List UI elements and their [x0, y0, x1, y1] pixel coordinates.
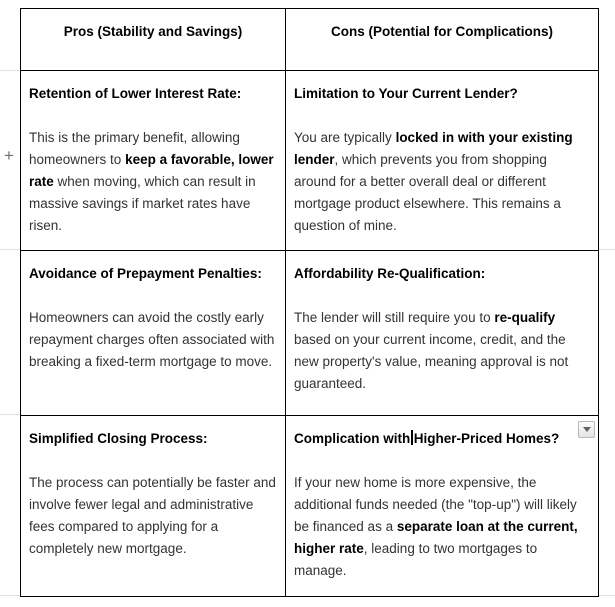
cell-con-requalification[interactable]: [286, 251, 599, 416]
cell-heading: Affordability Re-Qualification:: [294, 266, 486, 281]
cell-body: If your new home is more expensive, the additional funds needed (the "top-up") will likely be financed as a separate loan at the current, higher rate, leading to two mortgages to manage.: [294, 475, 578, 578]
cell-pro-prepayment[interactable]: [21, 251, 286, 416]
cell-body: Homeowners can avoid the costly early repayment charges often associated with breaking a fixed-term mortgage to move.: [29, 310, 275, 369]
cell-pro-interest-rate[interactable]: [21, 71, 286, 251]
cell-dropdown-button[interactable]: [578, 421, 595, 438]
cell-heading: Limitation to Your Current Lender?: [294, 86, 518, 101]
row-boundary-guide: [0, 595, 20, 596]
header-cell-cons[interactable]: [286, 9, 599, 71]
blank-line: [29, 285, 277, 307]
table-header-row: [21, 9, 599, 71]
cell-heading: Complication with Higher-Priced Homes?: [294, 431, 560, 446]
row-boundary-guide: [0, 70, 20, 71]
cell-con-current-lender[interactable]: [286, 71, 599, 251]
plus-icon: +: [4, 146, 14, 165]
blank-line: [294, 285, 590, 307]
dropdown-arrow-icon: [583, 427, 591, 432]
row-boundary-guide: [0, 249, 20, 250]
pros-cons-table: [20, 8, 599, 597]
header-cell-pros[interactable]: [21, 9, 286, 71]
text-cursor: [411, 430, 413, 445]
cons-header-label: Cons (Potential for Complications): [330, 24, 553, 39]
cell-con-higher-priced-homes[interactable]: [286, 416, 599, 597]
blank-line: [29, 105, 277, 127]
blank-line: [294, 450, 590, 472]
cell-heading: Retention of Lower Interest Rate:: [29, 86, 242, 101]
cell-body: The lender will still require you to re-qualify based on your current income, credit, and the new property's value, meaning approval is not guaranteed.: [294, 310, 569, 391]
blank-line: [294, 105, 590, 127]
table-row: [21, 71, 599, 251]
table-row: [21, 416, 599, 597]
row-boundary-guide: [0, 414, 20, 415]
cell-heading: Simplified Closing Process:: [29, 431, 208, 446]
cell-body: You are typically locked in with your existing lender, which prevents you from shopping around for a better overall deal or different mortgage product elsewhere. This remains a question of mine.: [294, 130, 573, 233]
pros-header-label: Pros (Stability and Savings): [63, 24, 243, 39]
cell-body: The process can potentially be faster and involve fewer legal and administrative fees compared to applying for a completely new mortgage.: [29, 475, 276, 556]
row-boundary-guide: [598, 249, 615, 250]
blank-line: [29, 450, 277, 472]
row-boundary-guide: [598, 595, 615, 596]
cell-body: This is the primary benefit, allowing homeowners to keep a favorable, lower rate when moving, which can result in massive savings if market rates have risen.: [29, 130, 274, 233]
table-row: [21, 251, 599, 416]
table-insert-handle[interactable]: [1, 146, 17, 166]
cell-pro-closing-process[interactable]: [21, 416, 286, 597]
cell-heading: Avoidance of Prepayment Penalties:: [29, 266, 262, 281]
